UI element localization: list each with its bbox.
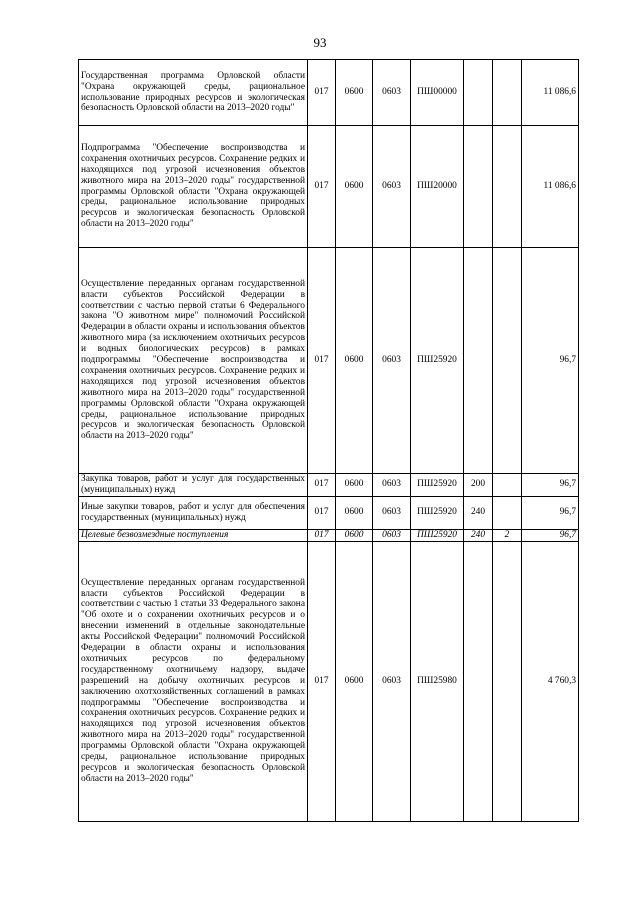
amount: 96,7 <box>522 529 579 541</box>
kosgu-code <box>493 60 522 126</box>
ministry-code: 017 <box>308 541 336 821</box>
amount: 96,7 <box>522 474 579 497</box>
section-code: 0600 <box>336 126 373 248</box>
expense-type-code: 240 <box>464 496 493 529</box>
subsection-code: 0603 <box>373 541 411 821</box>
kosgu-code <box>493 474 522 497</box>
section-code: 0600 <box>336 60 373 126</box>
target-article-code: ПШ25920 <box>411 474 464 497</box>
row-name: Осуществление переданных органам государственной власти субъектов Российской Федерации в соответствии с частью первой статьи 6 Федерального закона "О животном мире" полномочий Российской Федерации в области охраны и использования объектов животного мира (за исключением охотничьих ресурсов и водных биологических ресурсов) в рамках подпрограммы "Обеспечение воспроизводства и сохранения охотничьих ресурсов. Сохранение редких и находящихся под угрозой исчезновения объектов животного мира на 2013–2020 годы" государственной программы Орловской области "Охрана окружающей среды, рациональное использование природных ресурсов и экологическая безопасность Орловской области на 2013–2020 годы" <box>79 248 308 474</box>
row-name: Иные закупки товаров, работ и услуг для обеспечения государственных (муниципальных) нужд <box>79 496 308 529</box>
budget-table-body <box>79 60 579 822</box>
ministry-code: 017 <box>308 248 336 474</box>
kosgu-code <box>493 496 522 529</box>
budget-table <box>78 59 579 822</box>
subsection-code: 0603 <box>373 60 411 126</box>
target-article-code: ПШ25920 <box>411 248 464 474</box>
expense-type-code <box>464 248 493 474</box>
expense-type-code: 200 <box>464 474 493 497</box>
row-name: Закупка товаров, работ и услуг для государственных (муниципальных) нужд <box>79 474 308 497</box>
table-row <box>79 126 579 248</box>
amount: 11 086,6 <box>522 126 579 248</box>
table-row <box>79 496 579 529</box>
ministry-code: 017 <box>308 529 336 541</box>
ministry-code: 017 <box>308 474 336 497</box>
section-code: 0600 <box>336 496 373 529</box>
target-article-code: ПШ00000 <box>411 60 464 126</box>
section-code: 0600 <box>336 474 373 497</box>
subsection-code: 0603 <box>373 248 411 474</box>
kosgu-code <box>493 248 522 474</box>
kosgu-code: 2 <box>493 529 522 541</box>
kosgu-code <box>493 126 522 248</box>
expense-type-code: 240 <box>464 529 493 541</box>
subsection-code: 0603 <box>373 474 411 497</box>
table-row <box>79 60 579 126</box>
section-code: 0600 <box>336 541 373 821</box>
table-row <box>79 248 579 474</box>
row-name: Подпрограмма "Обеспечение воспроизводства и сохранения охотничьих ресурсов. Сохранение редких и находящихся под угрозой исчезновения объектов животного мира на 2013–2020 годы" государственной программы Орловской области "Охрана окружающей среды, рациональное использование природных ресурсов и экологическая безопасность Орловской области на 2013–2020 годы" <box>79 126 308 248</box>
row-name: Целевые безвозмездные поступления <box>79 529 308 541</box>
amount: 96,7 <box>522 496 579 529</box>
ministry-code: 017 <box>308 60 336 126</box>
target-article-code: ПШ25980 <box>411 541 464 821</box>
ministry-code: 017 <box>308 496 336 529</box>
table-row <box>79 541 579 821</box>
ministry-code: 017 <box>308 126 336 248</box>
amount: 11 086,6 <box>522 60 579 126</box>
subsection-code: 0603 <box>373 496 411 529</box>
table-row <box>79 529 579 541</box>
amount: 96,7 <box>522 248 579 474</box>
row-name: Осуществление переданных органам государственной власти субъектов Российской Федерации в соответствии с частью 1 статьи 33 Федерального закона "Об охоте и о сохранении охотничьих ресурсов и о внесении изменений в отдельные законодательные акты Российской Федерации" полномочий Российской Федерации в области охраны и использования охотничьих ресурсов по федеральному государственному охотничьему надзору, выдаче разрешений на добычу охотничьих ресурсов и заключению охотхозяйственных соглашений в рамках подпрограммы "Обеспечение воспроизводства и сохранения охотничьих ресурсов. Сохранение редких и находящихся под угрозой исчезновения объектов животного мира на 2013–2020 годы" государственной программы Орловской области "Охрана окружающей среды, рациональное использование природных ресурсов и экологическая безопасность Орловской области на 2013–2020 годы" <box>79 541 308 821</box>
page-number: 93 <box>313 35 327 50</box>
kosgu-code <box>493 541 522 821</box>
row-name: Государственная программа Орловской области "Охрана окружающей среды, рациональное использование природных ресурсов и экологическая безопасность Орловской области на 2013–2020 годы" <box>79 60 308 126</box>
section-code: 0600 <box>336 248 373 474</box>
expense-type-code <box>464 541 493 821</box>
amount: 4 760,3 <box>522 541 579 821</box>
expense-type-code <box>464 60 493 126</box>
subsection-code: 0603 <box>373 529 411 541</box>
expense-type-code <box>464 126 493 248</box>
section-code: 0600 <box>336 529 373 541</box>
target-article-code: ПШ25920 <box>411 496 464 529</box>
target-article-code: ПШ20000 <box>411 126 464 248</box>
table-row <box>79 474 579 497</box>
target-article-code: ПШ25920 <box>411 529 464 541</box>
subsection-code: 0603 <box>373 126 411 248</box>
